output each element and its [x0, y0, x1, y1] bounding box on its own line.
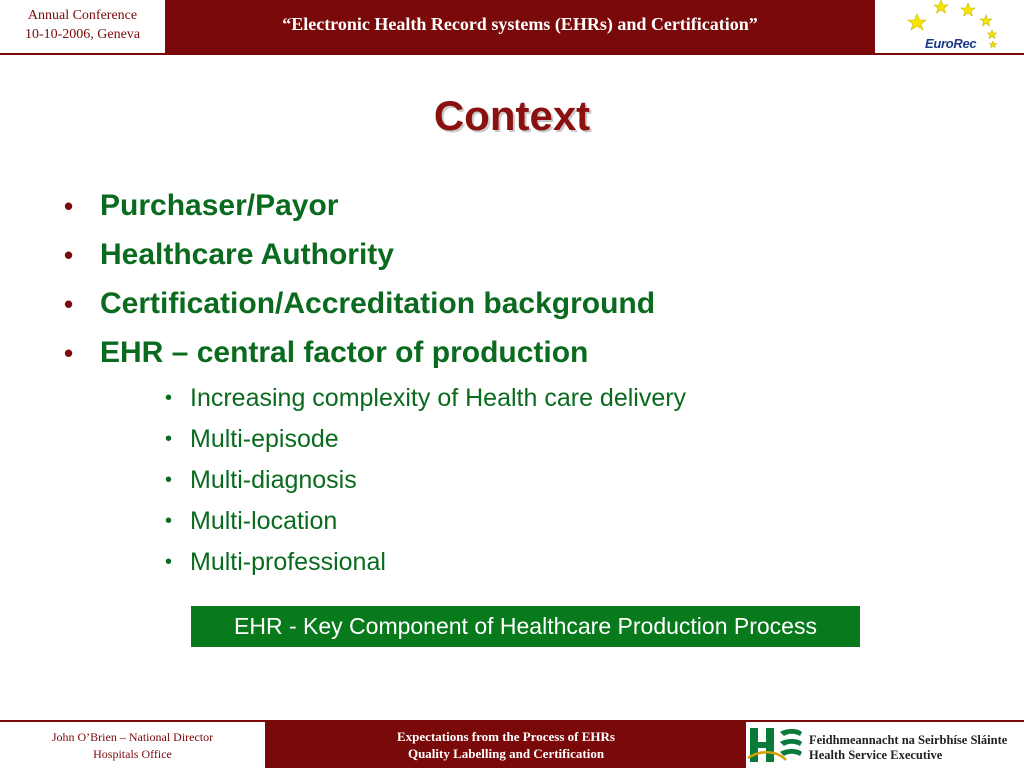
bullet-text: Healthcare Authority — [100, 238, 394, 271]
sub-bullet-list — [163, 380, 686, 585]
presenter-office: Hospitals Office — [93, 747, 172, 761]
presentation-title: “Electronic Health Record systems (EHRs) and Certification” — [282, 14, 758, 34]
footer-title-bar — [266, 722, 746, 768]
hse-org-name — [809, 733, 1021, 763]
bullet-item — [60, 235, 655, 284]
bullet-icon: • — [165, 387, 173, 409]
sub-bullet-item — [163, 421, 686, 462]
callout-box — [191, 606, 860, 647]
eurorec-logo-text: EuroRec — [925, 36, 977, 51]
callout-text: EHR - Key Component of Healthcare Production Process — [234, 613, 817, 639]
sub-bullet-item — [163, 380, 686, 421]
bullet-icon: • — [64, 338, 74, 368]
sub-bullet-text: Multi-episode — [190, 425, 339, 453]
bullet-icon: • — [64, 191, 74, 221]
hse-english-name: Health Service Executive — [809, 748, 943, 762]
footer-title-line1: Expectations from the Process of EHRs — [397, 729, 615, 744]
main-bullet-list — [60, 186, 655, 382]
bullet-icon: • — [64, 289, 74, 319]
bullet-item — [60, 284, 655, 333]
sub-bullet-text: Increasing complexity of Health care delivery — [190, 384, 687, 412]
bullet-icon: • — [64, 240, 74, 270]
bullet-icon: • — [165, 551, 173, 573]
bullet-text: Purchaser/Payor — [100, 189, 339, 222]
sub-bullet-text: Multi-professional — [190, 548, 386, 576]
presenter-info — [0, 722, 266, 768]
hse-irish-name: Feidhmeannacht na Seirbhíse Sláinte — [809, 733, 1008, 747]
bullet-text: EHR – central factor of production — [100, 336, 589, 369]
conference-info — [0, 0, 165, 53]
hse-logo-icon — [746, 722, 808, 768]
hse-logo — [746, 722, 1024, 768]
presenter-name: John O’Brien – National Director — [51, 730, 214, 744]
conference-name: Annual Conference — [27, 8, 138, 23]
slide-header — [0, 0, 1024, 55]
header-title-bar — [165, 0, 875, 53]
bullet-icon: • — [165, 428, 173, 450]
sub-bullet-item — [163, 462, 686, 503]
slide-title: Context — [433, 92, 591, 139]
sub-bullet-item — [163, 503, 686, 544]
bullet-item — [60, 333, 655, 382]
bullet-text: Certification/Accreditation background — [100, 287, 656, 320]
sub-bullet-text: Multi-diagnosis — [190, 466, 357, 494]
sub-bullet-item — [163, 544, 686, 585]
footer-title-line2: Quality Labelling and Certification — [407, 746, 605, 761]
sub-bullet-text: Multi-location — [190, 507, 338, 535]
slide-footer — [0, 720, 1024, 768]
conference-date-location: 10-10-2006, Geneva — [24, 27, 141, 42]
bullet-item — [60, 186, 655, 235]
bullet-icon: • — [165, 510, 173, 532]
eurorec-logo — [875, 0, 1024, 53]
bullet-icon: • — [165, 469, 173, 491]
